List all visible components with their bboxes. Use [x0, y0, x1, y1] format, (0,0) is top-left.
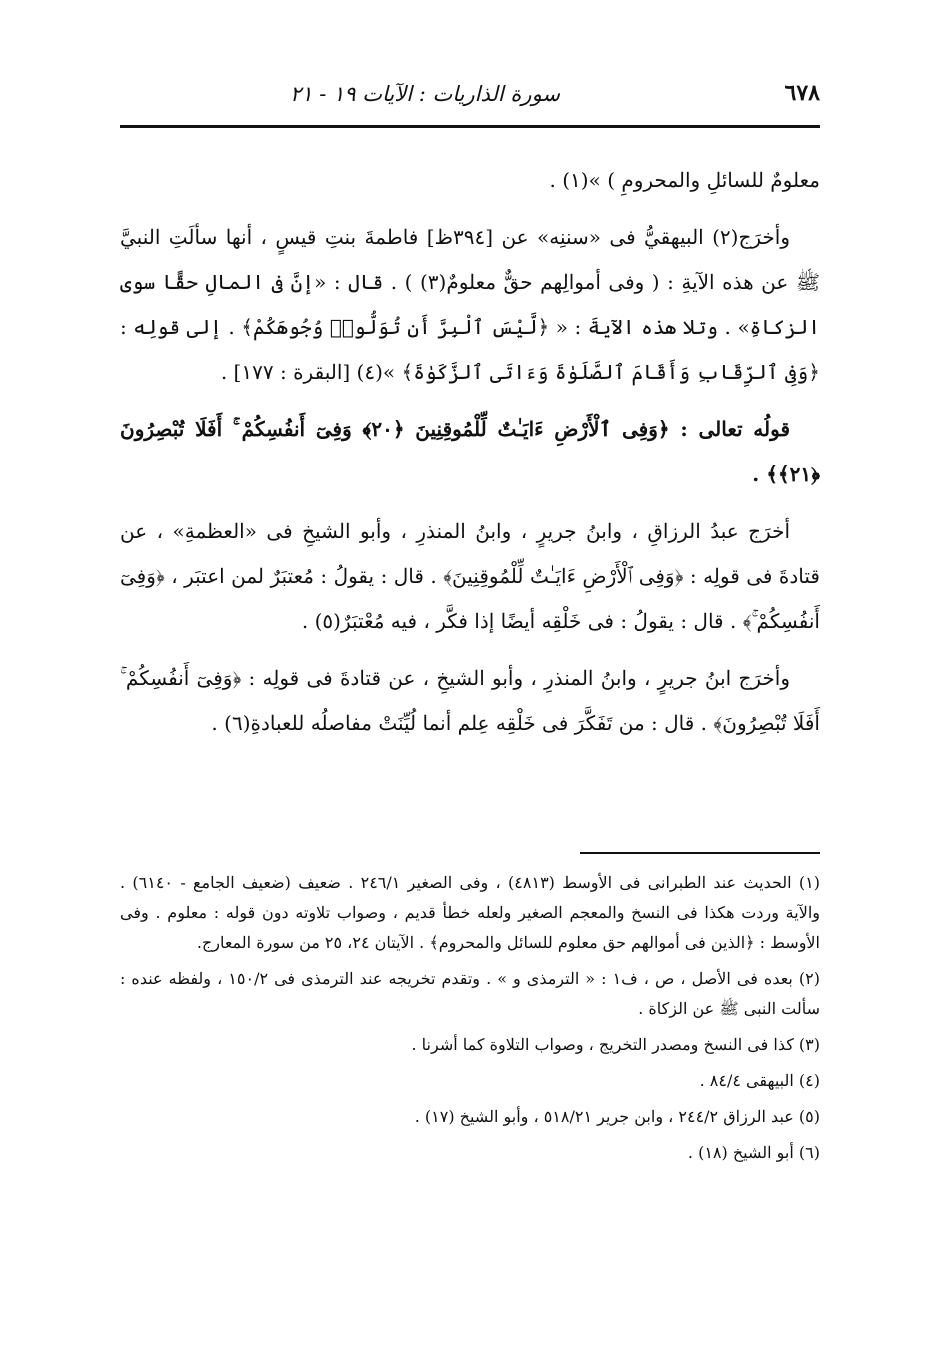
- header-rule: [120, 125, 820, 128]
- paragraph-1: معلومٌ للسائلِ والمحرومِ ) »(١) .: [549, 168, 820, 192]
- page-number: ٦٧٨: [784, 80, 820, 106]
- footnote-2: (٢) بعده فى الأصل ، ص ، ف١ : « الترمذى و » . وتقدم تخريجه عند الترمذى فى ١٥٠/٢ ، ولفظه عنده : سألت النبى ﷺ عن الزكاة .: [120, 969, 821, 1018]
- footnote-3: (٣) كذا فى النسخ ومصدر التخريج ، وصواب التلاوة كما أشرنا .: [411, 1035, 820, 1054]
- page-header: [120, 76, 820, 120]
- footnote-separator: [580, 852, 820, 854]
- paragraph-2: وأخرَج(٢) البيهقيُّ فى «سننِه» عن [٣٩٤ظ] فاطمةَ بنتِ قيسٍ ، أنها سألَتِ النبيَّ ﷺ عن هذه الآيةِ : ( وفى أموالِهم حقٌّ معلومٌ(٣) ) . قال : «إنَّ فى المالِ حقًّا سوى الزكاةِ» . وتلا هذه الآيةَ : « ﴿لَّيْسَ ٱلْبِرَّ أَن تُوَلُّوا۟ وُجُوهَكُمْ﴾ . إلى قولِه : ﴿وَفِى ٱلرِّقَابِ وَأَقَامَ ٱلصَّلَوٰةَ وَءَاتَى ٱلزَّكَوٰةَ﴾ »(٤) [البقرة : ١٧٧] .: [120, 225, 820, 384]
- paragraph-5: وأخرَج ابنُ جريرٍ ، وابنُ المنذرِ ، وأبو الشيخِ ، عن قتادةَ فى قولِه : ﴿وَفِىٓ أَنفُسِكُمْ ۚ أَفَلَا تُبْصِرُونَ﴾ . قال : من تَفَكَّرَ فى خَلْقِه عِلم أنما لُيِّنَتْ مفاصلُه للعبادةِ(٦) .: [120, 666, 820, 735]
- paragraph-4: أخرَج عبدُ الرزاقِ ، وابنُ جريرٍ ، وابنُ المنذرِ ، وأبو الشيخِ فى «العظمةِ» ، عن قتادةَ فى قولِه : ﴿وَفِى ٱلْأَرْضِ ءَايَـٰتٌ لِّلْمُوقِنِينَ﴾ . قال : يقولُ : مُعتبَرٌ لمن اعتبَر ، ﴿وَفِىٓ أَنفُسِكُمْ ۚ﴾ . قال : يقولُ : فى خَلْقِه أيضًا إذا فكَّر ، فيه مُعْتبَرٌ(٥) .: [120, 519, 820, 633]
- footnote-4: (٤) البيهقى ٨٤/٤ .: [699, 1071, 820, 1090]
- footnote-5: (٥) عبد الرزاق ٢٤٤/٢ ، وابن جرير ٥١٨/٢١ ، وأبو الشيخ (١٧) .: [414, 1107, 820, 1126]
- footnote-1: (١) الحديث عند الطبرانى فى الأوسط (٤٨١٣) ، وفى الصغير ٢٤٦/١ . ضعيف (ضعيف الجامع - ٦١٤٠) . والآية وردت هكذا فى النسخ والمعجم الصغير ولعله خطأ قديم ، وصواب تلاوته دون قوله : معلوم . وفى الأوسط : ﴿الذين فى أموالهم حق معلوم للسائل والمحروم﴾ . الآيتان ٢٤، ٢٥ من سورة المعارج.: [120, 873, 821, 952]
- main-text: [120, 158, 820, 758]
- running-head: سورة الذاريات : الآيات ١٩ - ٢١: [290, 82, 561, 106]
- footnote-6: (٦) أبو الشيخ (١٨) .: [687, 1143, 820, 1162]
- verse-heading-paragraph: قولُه تعالى : ﴿وَفِى ٱلْأَرْضِ ءَايَـٰتٌ لِّلْمُوقِنِينَ ﴿٢٠﴾ وَفِىٓ أَنفُسِكُمْ ۚ أَفَلَا تُبْصِرُونَ ﴿٢١﴾﴾ .: [120, 417, 820, 486]
- footnotes: [120, 868, 820, 1174]
